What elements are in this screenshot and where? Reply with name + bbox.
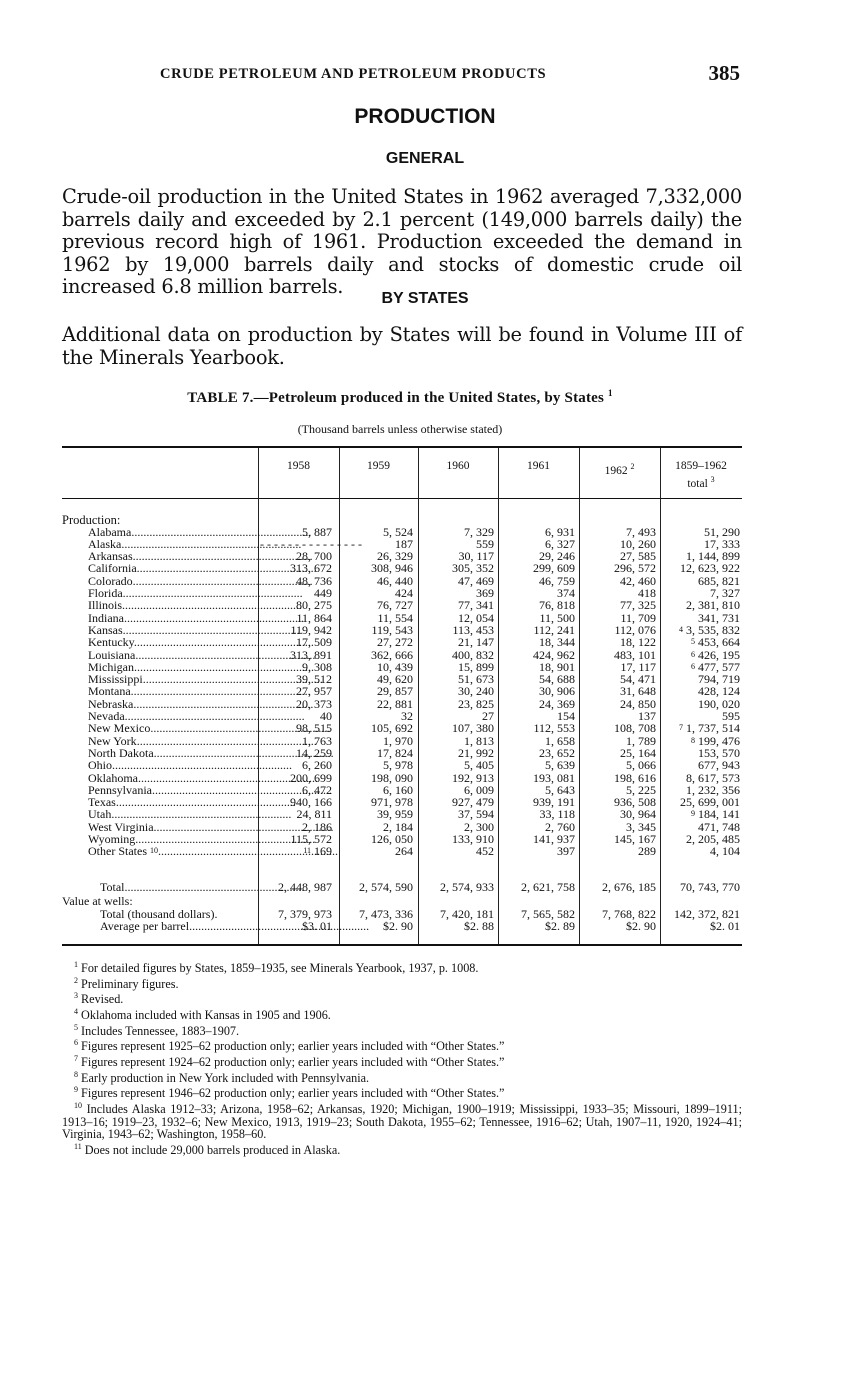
state-name: Nebraska ..... [88,698,256,710]
table-cell: 424 [395,586,413,600]
table-cell: 9, 308 [302,659,332,674]
footnote-text: Preliminary figures. [81,976,179,991]
table-cell: 341, 731 [698,610,740,625]
table-cell: 400, 832 [452,647,494,662]
state-name: North Dakota ..... [88,747,256,759]
table-cell: $3. 01 [302,919,332,933]
state-name: Alabama ..... [88,526,256,538]
table-cell: 428, 124 [698,684,740,699]
cell-note: 9 [691,809,695,819]
table-cell: 6, 260 [302,758,332,773]
column-header-label: 1958 [287,460,310,472]
table-cell: 15, 899 [458,659,494,674]
table-cell: 198, 090 [371,770,413,785]
table-cell: 2, 760 [545,819,575,834]
table-cell: 3, 345 [626,819,656,834]
table-cell: 397 [557,844,575,859]
state-name: Nevada ..... [88,710,256,722]
state-name: Utah ..... [88,808,256,820]
table-cell: 30, 906 [539,684,575,699]
table-cell: 2, 205, 485 [686,832,740,846]
footnote-number: 10 [74,1100,82,1110]
table-cell: 18, 122 [620,635,656,650]
footnote-number: 7 [74,1053,78,1063]
table-cell [303,845,332,857]
footnote-text: Includes Tennessee, 1883–1907. [81,1023,240,1038]
table-cell: 141, 937 [533,832,575,846]
table-cell: 471, 748 [698,819,740,834]
state-name: Oklahoma ..... [88,772,256,784]
table-cell: 98, 515 [296,721,332,736]
table-cell [691,808,740,820]
cell-note: 4 [679,624,683,634]
table-bottom-rule [62,944,742,946]
table-cell: 1, 763 [302,733,332,748]
table-cell: 362, 666 [371,647,413,662]
state-name: Michigan ..... [88,661,256,673]
state-name: Kentucky ..... [88,636,256,648]
subheading-by-states: BY STATES [381,290,469,307]
table-cell: 112, 241 [533,622,575,637]
table-cell: 7, 327 [710,586,740,600]
table-cell: 685, 821 [698,573,740,588]
table-cell: 2, 186 [302,819,332,834]
column-header-total [660,460,742,491]
table-cell: 198, 616 [614,770,656,785]
footnote-number: 8 [74,1069,78,1079]
table-cell: 190, 020 [698,696,740,711]
table-cell: 677, 943 [698,758,740,773]
table-cell: 46, 759 [539,573,575,588]
table-cell: $2. 89 [545,919,575,933]
footnote-text: Figures represent 1946–62 production only; earlier years included with “Other States.” [81,1086,505,1101]
table-cell: 51, 290 [704,524,740,539]
table-cell: 2, 184 [383,819,413,834]
state-name: Kansas ..... [88,624,256,636]
column-header-1960 [418,460,498,473]
footnote [62,975,742,991]
column-header-1962 [579,460,660,478]
table-cell: 126, 050 [371,832,413,846]
table-cell: 5, 887 [302,524,332,539]
table-cell: 7, 473, 336 [359,907,413,921]
footnote [62,990,742,1006]
footnote-text: Does not include 29,000 barrels produced in Alaska. [84,1142,341,1157]
table-cell: 14, 259 [296,745,332,760]
state-name: Louisiana ..... [88,649,256,661]
value-at-wells-label: Value at wells: [62,894,133,908]
table-cell: 2, 448, 987 [278,880,332,894]
table-cell: 2, 574, 933 [440,880,494,894]
table-cell: 113, 453 [452,622,494,637]
state-name: Montana ..... [88,685,256,697]
state-name: Pennsylvania ..... [88,784,256,796]
state-name: Mississippi ..... [88,673,256,685]
table-cell: 936, 508 [614,795,656,810]
footnote-text: Figures represent 1924–62 production only; earlier years included with “Other States.” [81,1055,505,1069]
table-cell: 6, 472 [302,782,332,797]
footnote-number: 6 [74,1038,78,1048]
table-cell: 27 [482,709,494,723]
state-name: Arkansas ..... [88,550,256,562]
table-row [0,845,850,857]
table-cell: 22, 881 [377,696,413,711]
state-name: Florida ..... [88,587,256,599]
column-header-1961 [498,460,579,473]
table-cell: 1, 813 [464,733,494,748]
table-cell: 5, 405 [464,758,494,773]
state-name: Texas ..... [88,796,256,808]
cell-value: 426, 195 [698,647,740,662]
table-cell: 76, 818 [539,598,575,613]
footnote [62,1100,742,1141]
table-cell: 6, 931 [545,524,575,539]
blank-cell-leader: - - - - - - - - - - - - - - - [260,536,362,551]
footnote-number: 11 [74,1141,82,1151]
table-cell: 153, 570 [698,745,740,760]
footnote [62,1006,742,1022]
table-cell: 313, 891 [290,647,332,662]
table-cell: 369 [476,586,494,600]
table-cell: 7, 565, 582 [521,907,575,921]
cell-value: 453, 664 [698,635,740,650]
table-cell: 32 [401,709,413,723]
footnotes [62,959,742,1156]
table-cell: 8, 617, 573 [686,770,740,785]
table-subtitle: (Thousand barrels unless otherwise stated) [297,422,503,436]
paragraph-by-states: Additional data on production by States will be found in Volume III of the Minerals Yearbook. [62,323,742,369]
table-cell: 76, 727 [377,598,413,613]
table-cell: 1, 658 [545,733,575,748]
table-cell: 11, 554 [377,610,413,625]
table-cell: 25, 164 [620,745,656,760]
state-name: Colorado ..... [88,575,256,587]
table-cell: 20, 373 [296,696,332,711]
state-name: Alaska ..... [88,538,256,550]
state-name: West Virginia ..... [88,821,256,833]
table-cell: 6, 160 [383,782,413,797]
table-cell: 18, 344 [539,635,575,650]
table-cell: 33, 118 [539,807,575,822]
table-cell: 17, 117 [620,659,656,674]
table-cell: 595 [722,709,740,723]
running-head-title: CRUDE PETROLEUM AND PETROLEUM PRODUCTS [160,66,547,82]
column-header-label-2: total [687,477,708,490]
table-cell: 47, 469 [458,573,494,588]
table-cell: 5, 978 [383,758,413,773]
table-cell: 794, 719 [698,672,740,687]
cell-value: 1, 737, 514 [686,721,740,736]
footnote [62,1053,742,1069]
table-cell: 39, 959 [377,807,413,822]
table-cell: 12, 623, 922 [680,561,740,576]
average-per-barrel-label: Average per barrel ..... [100,920,256,933]
footnote-number: 3 [74,991,78,1001]
footnote [62,959,742,975]
table-cell: 21, 992 [458,745,494,760]
table-cell: 27, 585 [620,549,656,564]
column-header-label: 1962 [604,464,628,477]
table-cell: 4, 104 [710,844,740,859]
column-header-label: 1960 [446,460,470,472]
cell-note: 8 [691,735,695,745]
footnote-text: Revised. [81,992,124,1007]
table-cell: 80, 275 [296,598,332,613]
table-cell: 42, 460 [620,573,656,588]
state-name-text: Other States [88,844,147,859]
table-cell: 7, 493 [626,524,656,539]
table-cell: 289 [638,844,656,859]
table-cell: 10, 439 [377,659,413,674]
table-cell: 1, 789 [626,733,656,748]
table-row [0,562,850,574]
table-title [0,388,800,407]
cell-note: 6 [691,649,695,659]
table-cell: 27, 957 [296,684,332,699]
table-row [0,599,850,611]
section-label-production: Production: [62,513,121,527]
state-name: New York ..... [88,735,256,747]
state-name: Ohio ..... [88,759,256,771]
table-cell: 30, 117 [458,549,494,564]
state-name: Illinois ..... [88,599,256,611]
column-header-label: 1859–1962 [675,460,727,472]
column-header-label: 1959 [367,460,390,472]
footnote-text: For detailed figures by States, 1859–1935, see Minerals Yearbook, 1937, p. 1008. [81,961,479,976]
column-header-label: 1961 [527,460,550,472]
table-cell: 2, 621, 758 [521,880,575,894]
footnote-number: 2 [74,975,78,985]
column-header-1959 [339,460,418,473]
footnote [62,1069,742,1085]
page-number: 385 [708,61,740,85]
table-cell: 313, 672 [290,561,332,576]
table-cell: 142, 372, 821 [674,907,740,921]
table-header-rule [62,498,742,499]
table-cell: 21, 147 [458,635,494,650]
table-cell: 971, 978 [371,795,413,810]
table-title-text: TABLE 7.—Petroleum produced in the United States, by States [187,390,605,406]
table-cell: 192, 913 [452,770,494,785]
cell-note: 6 [691,661,695,671]
cell-value: 169 [314,844,332,859]
table-cell: 7, 420, 181 [440,907,494,921]
total-dollars-label: Total (thousand dollars). [100,907,218,921]
table-cell: 5, 225 [626,782,656,797]
table-cell: 27, 272 [377,635,413,650]
table-cell: 299, 609 [533,561,575,576]
table-cell: 18, 901 [539,659,575,674]
table-cell: 308, 946 [371,561,413,576]
cell-value: 477, 577 [698,659,740,674]
table-cell: 296, 572 [614,561,656,576]
footnote [62,1141,742,1157]
table-cell: 2, 381, 810 [686,598,740,613]
column-header-note: 2 [630,462,635,471]
table-cell: 29, 246 [539,549,575,564]
footnote [62,1022,742,1038]
table-cell: 305, 352 [452,561,494,576]
paragraph-general: Crude-oil production in the United States in 1962 averaged 7,332,000 barrels daily and exceeded by 2.1 percent (149,000 barrels daily) the previous record high of 1961. Production exceeded the demand in 1962 by 19,000 barrels daily and stocks of domestic crude oil increased 6.8 million barrels. [62,185,742,299]
footnote-text: Includes Alaska 1912–33; Arizona, 1958–62; Arkansas, 1920; Michigan, 1900–1919; Mississippi, 1933–35; Missouri, 1899–1911; 1913–16; 1919–23, 1932–6; New Mexico, 1913, 1919–23; South Dakota, 1955–62; Tennessee, 1916–62; Utah, 1907–11, 1920, 1924–41; Virginia, 1943–62; Washington, 1958–60. [62,1101,743,1142]
table-cell: 2, 676, 185 [602,880,656,894]
table-cell: 28, 700 [296,549,332,564]
table-cell: 483, 101 [614,647,656,662]
table-cell: 2, 574, 590 [359,880,413,894]
table-cell: 23, 825 [458,696,494,711]
column-header-note: 3 [710,475,715,484]
state-note: 10 [150,846,158,856]
table-cell: 24, 850 [620,696,656,711]
table-cell: 26, 329 [377,549,413,564]
footnote-text: Figures represent 1925–62 production only; earlier years included with “Other States.” [81,1039,505,1054]
footnote [62,1084,742,1100]
table-cell: 187 [395,536,413,551]
table-cell: 77, 325 [620,598,656,613]
table-cell: 2, 300 [464,819,494,834]
table-cell: 51, 673 [458,672,494,687]
cell-note: 11 [303,846,311,856]
table-cell: 559 [476,536,494,551]
table-cell: $2. 90 [383,919,413,933]
table-cell: 119, 942 [290,622,332,637]
footnote-number: 4 [74,1006,78,1016]
table-cell: 31, 648 [620,684,656,699]
footnote-number: 9 [74,1085,78,1095]
footnote [62,1037,742,1053]
footnote-text: Oklahoma included with Kansas in 1905 and 1906. [81,1008,331,1023]
table-cell: 200, 699 [290,770,332,785]
cell-note: 7 [679,723,683,733]
table-cell: 11, 500 [539,610,575,625]
table-cell: 449 [314,586,332,600]
table-cell: 70, 743, 770 [680,880,740,894]
table-cell: 25, 699, 001 [680,795,740,810]
table-cell: 77, 341 [458,598,494,613]
table-cell: 54, 471 [620,672,656,687]
table-cell: $2. 90 [626,919,656,933]
table-cell: 264 [395,844,413,859]
table-cell: 154 [557,709,575,723]
section-heading-production: PRODUCTION [354,105,496,128]
table-cell: 17, 509 [296,635,332,650]
table-cell: 10, 260 [620,536,656,551]
table-cell: $2. 01 [710,919,740,933]
state-name: New Mexico ..... [88,722,256,734]
average-per-barrel-row [0,920,850,933]
table-cell: $2. 88 [464,919,494,933]
table-cell: 40 [320,709,332,723]
table-cell: 54, 688 [539,672,575,687]
cell-value: 3, 535, 832 [686,622,740,637]
table-cell: 112, 553 [533,721,575,736]
table-cell: 1, 232, 356 [686,782,740,797]
table-cell: 46, 440 [377,573,413,588]
table-cell: 23, 652 [539,745,575,760]
table-cell: 119, 543 [371,622,413,637]
table-row [0,808,850,820]
table-cell: 24, 811 [296,807,332,822]
table-top-rule [62,446,742,448]
table-cell: 5, 066 [626,758,656,773]
table-cell: 145, 167 [614,832,656,846]
running-head [160,62,740,86]
table-cell: 11, 709 [620,610,656,625]
table-cell: 39, 512 [296,672,332,687]
table-cell: 5, 524 [383,524,413,539]
table-cell: 6, 009 [464,782,494,797]
state-name: Indiana ..... [88,612,256,624]
table-cell: 108, 708 [614,721,656,736]
table-cell: 940, 166 [290,795,332,810]
cell-note: 5 [691,637,695,647]
table-row [0,685,850,697]
table-cell: 7, 329 [464,524,494,539]
state-name: Wyoming ..... [88,833,256,845]
state-name: California ..... [88,562,256,574]
total-row [0,881,850,894]
table-title-note: 1 [608,388,613,398]
table-cell: 49, 620 [377,672,413,687]
table-cell: 30, 240 [458,684,494,699]
table-cell: 105, 692 [371,721,413,736]
footnote-text: Early production in New York included with Pennsylvania. [81,1070,370,1085]
table-cell: 29, 857 [377,684,413,699]
table-cell: 17, 824 [377,745,413,760]
table-cell: 1, 144, 899 [686,549,740,564]
table-cell: 17, 333 [704,536,740,551]
footnote-number: 1 [74,960,78,969]
table-cell: 193, 081 [533,770,575,785]
table-cell: 137 [638,709,656,723]
table-cell: 24, 369 [539,696,575,711]
footnote-number: 5 [74,1022,78,1032]
table-cell: 30, 964 [620,807,656,822]
cell-value: 184, 141 [698,807,740,822]
column-header-1958 [258,460,339,473]
table-cell: 418 [638,586,656,600]
total-label: Total ..... [100,881,256,894]
table-row [0,759,850,771]
table-cell: 6, 327 [545,536,575,551]
table-cell: 48, 736 [296,573,332,588]
table-cell: 133, 910 [452,832,494,846]
table-cell: 107, 380 [452,721,494,736]
table-cell: 374 [557,586,575,600]
table-cell: 5, 643 [545,782,575,797]
cell-value: 199, 476 [698,733,740,748]
table-cell: 12, 054 [458,610,494,625]
table-cell: 7, 768, 822 [602,907,656,921]
table-cell: 939, 191 [533,795,575,810]
table-cell: 927, 479 [452,795,494,810]
table-cell: 5, 639 [545,758,575,773]
table-cell: 37, 594 [458,807,494,822]
table-cell: 7, 379, 973 [278,907,332,921]
state-name [88,845,256,857]
table-cell: 11, 864 [296,610,332,625]
table-cell: 115, 572 [290,832,332,846]
table-cell: 112, 076 [614,622,656,637]
subheading-general: GENERAL [385,150,465,167]
table-cell: 424, 962 [533,647,575,662]
table-cell: 452 [476,844,494,859]
table-cell: 1, 970 [383,733,413,748]
